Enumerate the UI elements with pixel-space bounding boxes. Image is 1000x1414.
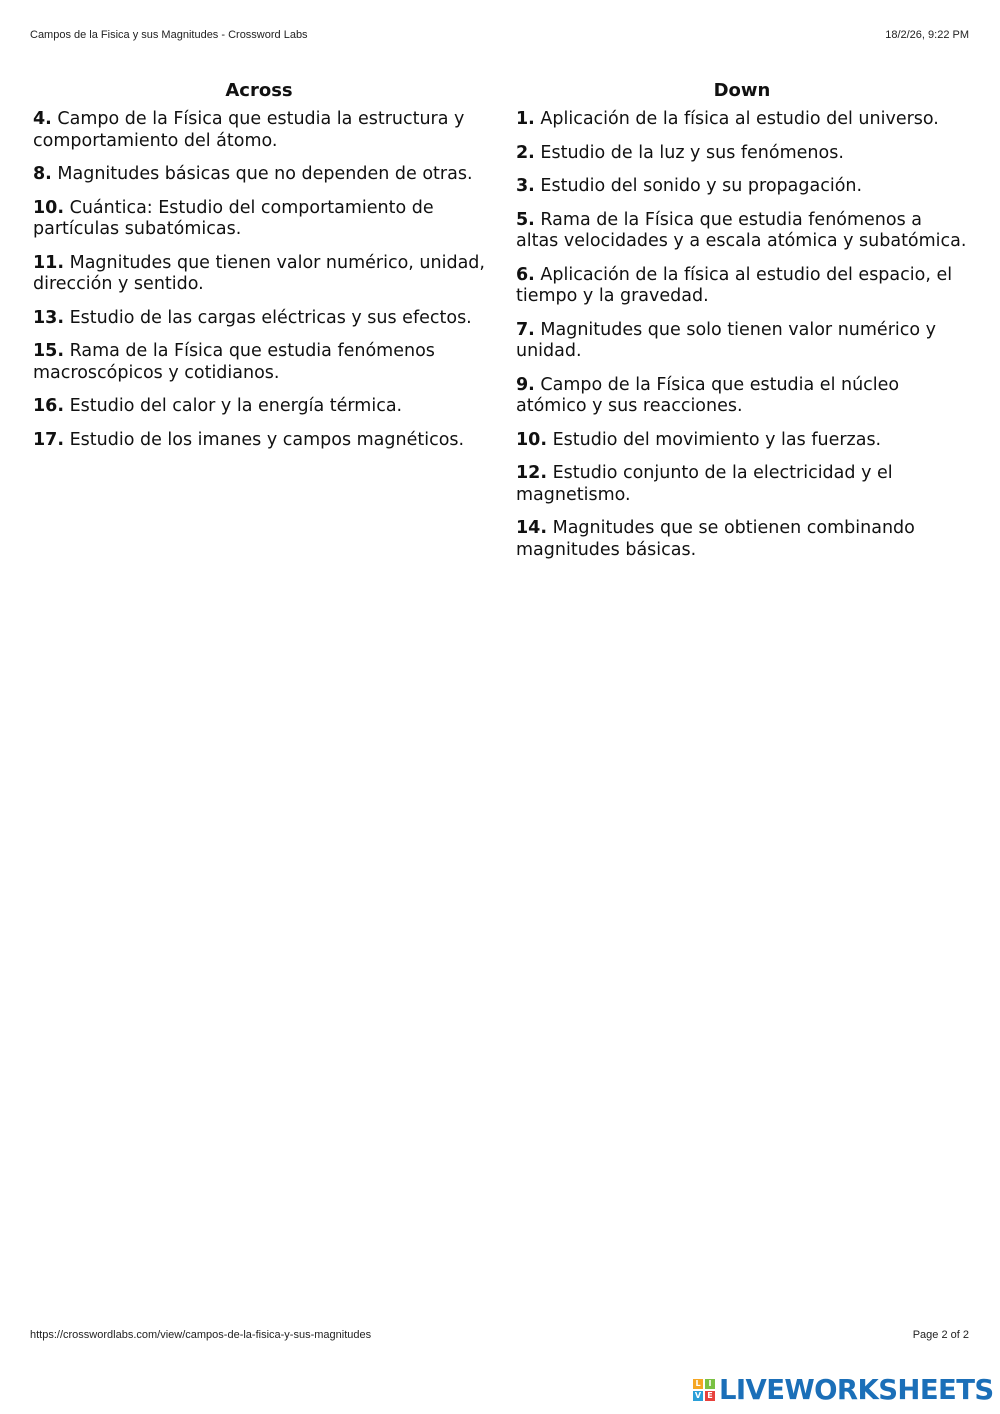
across-clue xyxy=(33,253,485,296)
down-clue xyxy=(516,210,968,253)
clue-text: Aplicación de la física al estudio del espacio, el tiempo y la gravedad. xyxy=(516,264,953,306)
clue-text: Estudio del sonido y su propagación. xyxy=(540,176,863,196)
across-column xyxy=(33,78,485,463)
clue-number: 5. xyxy=(516,209,535,230)
clue-text: Campo de la Física que estudia la estructura y comportamiento del átomo. xyxy=(33,109,465,151)
clue-text: Estudio conjunto de la electricidad y el magnetismo. xyxy=(516,463,893,505)
page-title: Campos de la Fisica y sus Magnitudes - Crossword Labs xyxy=(30,29,308,41)
across-heading: Across xyxy=(225,80,293,101)
clue-number: 15. xyxy=(33,341,65,361)
logo-letter-l: L xyxy=(693,1379,703,1389)
clue-number: 6. xyxy=(516,264,535,285)
clue-text: Magnitudes que se obtienen combinando magnitudes básicas. xyxy=(516,518,915,560)
clue-number: 3. xyxy=(516,176,535,196)
logo-letter-i: I xyxy=(705,1379,715,1389)
page-url: https://crosswordlabs.com/view/campos-de-la-fisica-y-sus-magnitudes xyxy=(30,1329,372,1341)
clue-number: 2. xyxy=(516,142,535,163)
clue-number: 13. xyxy=(33,307,65,328)
across-clue-list xyxy=(33,109,485,451)
clue-text: Magnitudes básicas que no dependen de otras. xyxy=(57,164,473,184)
clue-text: Estudio del movimiento y las fuerzas. xyxy=(552,429,882,450)
liveworksheets-wordmark: LIVEWORKSHEETS xyxy=(719,1374,994,1406)
clue-number: 10. xyxy=(516,429,548,450)
page-number: Page 2 of 2 xyxy=(912,1329,969,1341)
clue-text: Estudio de la luz y sus fenómenos. xyxy=(540,142,844,163)
across-clue xyxy=(33,396,485,418)
clue-number: 9. xyxy=(516,374,535,395)
clue-number: 1. xyxy=(516,109,535,129)
across-clue xyxy=(33,109,485,152)
clue-text: Estudio de los imanes y campos magnéticos. xyxy=(69,429,465,450)
clue-text: Cuántica: Estudio del comportamiento de partículas subatómicas. xyxy=(33,197,434,239)
clue-text: Rama de la Física que estudia fenómenos a altas velocidades y a escala atómica y subatómica. xyxy=(516,209,967,251)
down-clue xyxy=(516,143,968,165)
clue-text: Campo de la Física que estudia el núcleo atómico y sus reacciones. xyxy=(516,374,900,416)
down-clue xyxy=(516,430,968,452)
clue-text: Estudio de las cargas eléctricas y sus efectos. xyxy=(69,307,472,328)
clue-number: 16. xyxy=(33,396,65,416)
down-column xyxy=(516,78,968,573)
down-clue xyxy=(516,265,968,308)
clue-text: Rama de la Física que estudia fenómenos macroscópicos y cotidianos. xyxy=(33,341,435,383)
down-heading: Down xyxy=(713,80,771,101)
down-clue xyxy=(516,375,968,418)
print-datetime: 18/2/26, 9:22 PM xyxy=(885,29,969,41)
clue-text: Aplicación de la física al estudio del universo. xyxy=(540,109,939,129)
down-clue-list xyxy=(516,109,968,561)
logo-letter-v: V xyxy=(694,1391,702,1400)
across-clue xyxy=(33,308,485,330)
clue-text: Magnitudes que solo tienen valor numérico y unidad. xyxy=(516,319,936,361)
clue-number: 7. xyxy=(516,319,535,340)
clue-number: 12. xyxy=(516,463,548,483)
across-clue xyxy=(33,430,485,452)
clue-number: 10. xyxy=(33,197,65,218)
liveworksheets-logo-icon xyxy=(693,1379,715,1401)
logo-letter-e: E xyxy=(705,1391,715,1401)
clue-text: Estudio del calor y la energía térmica. xyxy=(69,396,403,416)
clue-number: 8. xyxy=(33,164,52,184)
across-clue xyxy=(33,164,485,186)
clue-number: 17. xyxy=(33,429,65,450)
across-clue xyxy=(33,341,485,384)
down-clue xyxy=(516,518,968,561)
clue-number: 11. xyxy=(33,252,65,273)
liveworksheets-logo xyxy=(693,1374,994,1406)
clue-number: 4. xyxy=(33,109,52,129)
down-clue xyxy=(516,463,968,506)
clue-text: Magnitudes que tienen valor numérico, unidad, dirección y sentido. xyxy=(33,252,485,294)
down-clue xyxy=(516,320,968,363)
down-clue xyxy=(516,176,968,198)
clue-number: 14. xyxy=(516,518,548,538)
down-clue xyxy=(516,109,968,131)
across-clue xyxy=(33,198,485,241)
print-header xyxy=(30,29,969,45)
print-footer xyxy=(30,1329,969,1345)
